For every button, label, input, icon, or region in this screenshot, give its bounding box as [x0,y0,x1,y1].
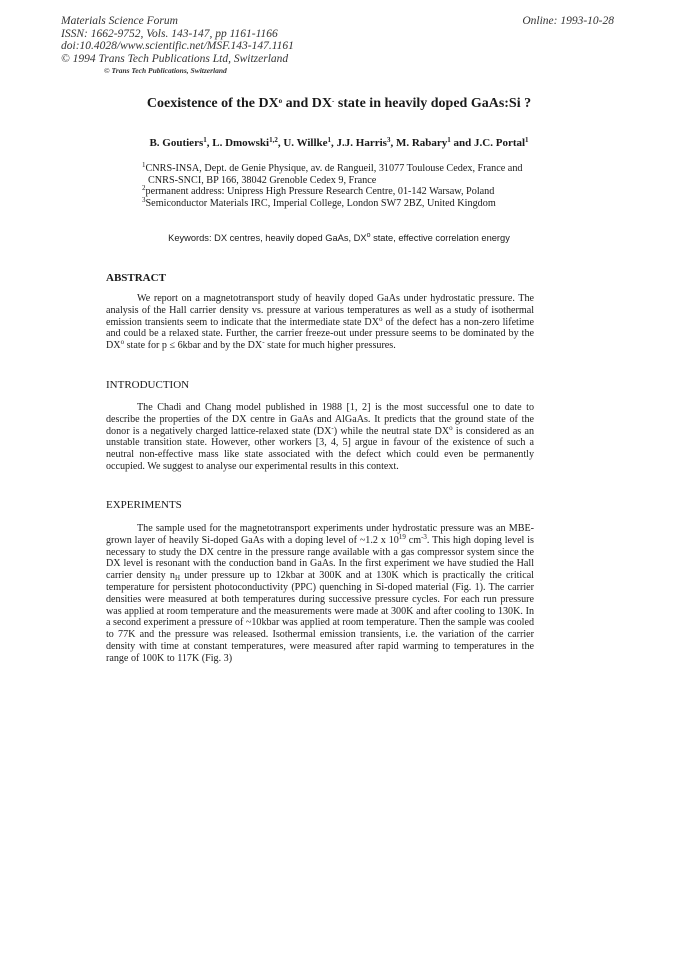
journal-name: Materials Science Forum [61,15,178,27]
affiliation-1: $^1$CNRS-INSA, Dept. de Genie Physique, av. de Rangueil, 31077 Toulouse Cedex, France and [142,161,523,174]
experiments-heading: EXPERIMENTS [106,499,182,511]
affiliation-1-continued: CNRS-SNCI, BP 166, 38042 Grenoble Cedex 9, France [148,174,377,186]
affiliation-3: $^3$Semiconductor Materials IRC, Imperial College, London SW7 2BZ, United Kingdom [142,196,496,210]
abstract-heading: ABSTRACT [106,272,166,284]
affiliations [142,163,523,210]
publisher-stamp: © Trans Tech Publications, Switzerland [104,66,227,75]
abstract-body: We report on a magnetotransport study of heavily doped GaAs under hydrostatic pressure. The analysis of the Hall carrier density vs. pressure at various temperatures as well as a study of isothermal emission transients seem to indicate that the intermediate state $DX^o$ of the defect has a non-zero lifetime and could be a relaxed state. Further, the carrier freeze-out under pressure seems to be dominated by the $DX^o$ state for p ≤ 6kbar and by the DX- state for much higher pressures. [106,293,534,352]
author-list: B. Goutiers$^1$, L. Dmowski$^{1,2}$, U. Willke$^1$, J.J. Harris$^3$, M. Rabary$^1$ and J.C. Portal$^1$ [149,136,529,149]
online-date: Online: 1993-10-28 [522,15,614,27]
affiliation-2: $^2$permanent address: Unipress High Pressure Research Centre, 01-142 Warsaw, Poland [142,184,495,198]
experiments-body: The sample used for the magnetotransport experiments under hydrostatic pressure was an MBE-grown layer of heavily Si-doped GaAs with a doping level of ~1.2 x $10^{19}$ $cm^{-3}$. This high doping level is necessary to study the DX centre in the pressure range available with a gas compressor system since the DX level is resonant with the conduction band in GaAs. In the first experiment we have studied the Hall carrier density $n_H$ under pressure up to 12kbar at 300K and at 130K which is practically the critical temperature for persistent photoconductivity (PPC) quenching in Si-doped material (Fig. 1). The carrier densities were measured at both temperatures during successive pressure cycles. For each run pressure was applied at room temperature and the measurements were made at 300K and after cooling to 130K. In a second experiment a pressure of ~10kbar was applied at room temperature. Then the sample was cooled to 77K and the pressure was released. Isothermal emission transients, i.e. the variation of the carrier density with time at constant temperatures, were measured after rapid warming to temperatures in the range of 100K to 117K (Fig. 3) [106,523,534,664]
keywords: Keywords: DX centres, heavily doped GaAs, $DX^o$ state, effective correlation energy [168,232,510,243]
copyright-line: © 1994 Trans Tech Publications Ltd, Switzerland [61,52,289,65]
introduction-body: The Chadi and Chang model published in 1988 [1, 2] is the most successful one to date to describe the properties of the DX centre in GaAs and AlGaAs. It predicts that the ground state of the donor is a negatively charged lattice-relaxed state (DX-) while the neutral state $DX^o$ is considered as an unstable transition state. However, other workers [3, 4, 5] argue in favour of the existence of such a neutral non-effective mass like state associated with the defect which could even be permanently occupied. We suggest to analyse our experimental results in this context. [106,402,534,472]
issn-line: ISSN: 1662-9752, Vols. 143-147, pp 1161-1166 [61,27,278,40]
doi-line: doi:10.4028/www.scientific.net/MSF.143-147.1161 [61,40,294,53]
introduction-heading: INTRODUCTION [106,379,190,391]
citation-header [61,15,294,65]
paper-title: Coexistence of the $DX^o$ and DX- state in heavily doped GaAs:Si ? [146,96,532,111]
